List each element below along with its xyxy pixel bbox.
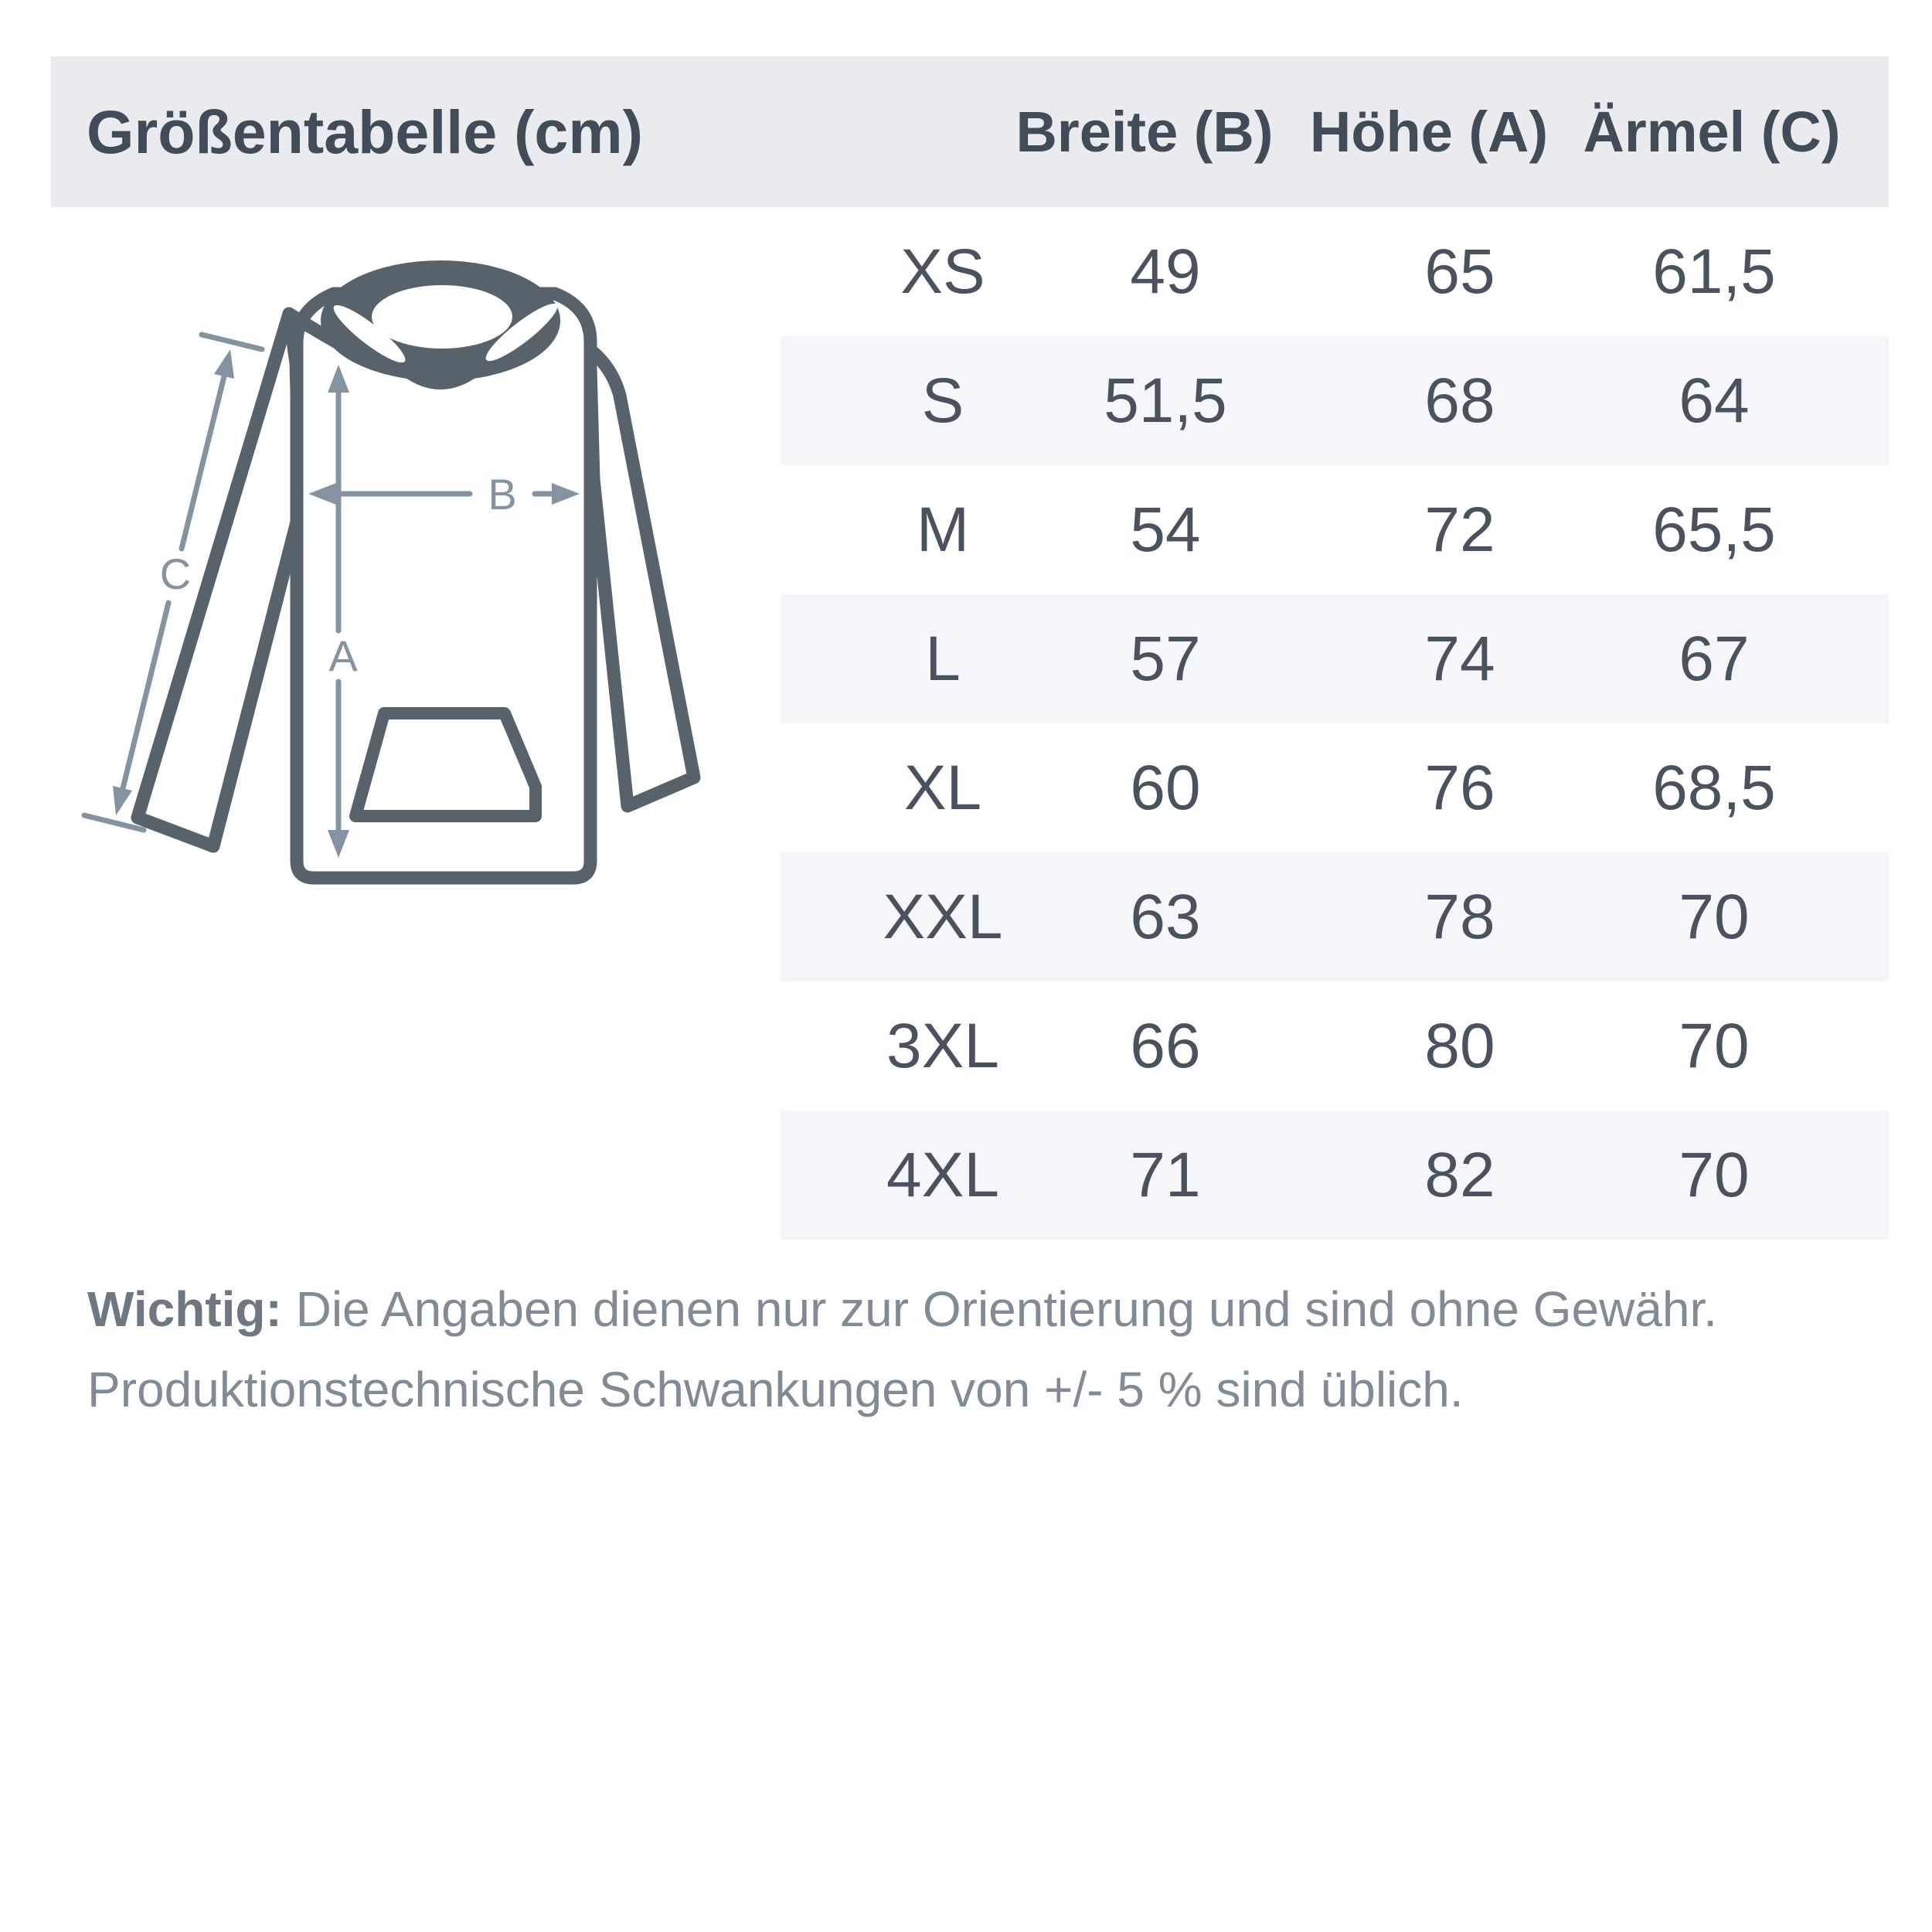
breite-value-cell: 54 (1130, 495, 1201, 565)
size-label-cell: 4XL (886, 1140, 999, 1210)
label-c: C (159, 549, 192, 598)
hoodie-measurement-diagram (62, 216, 796, 896)
footer-important-label: Wichtig: (87, 1281, 282, 1337)
aermel-value-cell: 67 (1679, 624, 1750, 694)
footer-line-1 (87, 1269, 1849, 1349)
size-label-cell: 3XL (886, 1011, 999, 1081)
breite-value-cell: 51,5 (1104, 366, 1227, 436)
breite-value-cell: 66 (1130, 1011, 1201, 1081)
aermel-value-cell: 70 (1679, 882, 1750, 952)
hoehe-value-cell: 65 (1424, 236, 1495, 307)
hoehe-value-cell: 76 (1424, 753, 1495, 823)
hoehe-value-cell: 80 (1424, 1011, 1495, 1081)
footer-line-2-text: Produktionstechnische Schwankungen von +/- 5 % sind üblich. (87, 1362, 1464, 1417)
hoodie-pocket (355, 713, 536, 816)
breite-value-cell: 71 (1130, 1140, 1201, 1210)
hoehe-value-cell: 78 (1424, 882, 1495, 952)
size-label-cell: S (921, 366, 964, 436)
hoehe-value-cell: 68 (1424, 366, 1495, 436)
table-header-bar (51, 56, 1889, 207)
breite-value-cell: 49 (1130, 236, 1201, 307)
breite-value-cell: 57 (1130, 624, 1201, 694)
aermel-value-cell: 70 (1679, 1011, 1750, 1081)
label-a: A (328, 631, 358, 680)
aermel-value-cell: 64 (1679, 366, 1750, 436)
column-header-hoehe: Höhe (A) (1309, 100, 1549, 164)
size-label-cell: XXL (883, 882, 1003, 952)
aermel-value-cell: 70 (1679, 1140, 1750, 1210)
column-header-aermel: Ärmel (C) (1583, 100, 1841, 164)
table-row (51, 1111, 1889, 1240)
size-label-cell: L (925, 624, 961, 694)
aermel-value-cell: 65,5 (1652, 495, 1776, 565)
aermel-value-cell: 61,5 (1652, 236, 1776, 307)
label-b: B (488, 470, 517, 519)
table-row (51, 981, 1889, 1111)
size-label-cell: XL (903, 753, 982, 823)
column-header-breite: Breite (B) (1015, 100, 1274, 164)
footer-line-2 (87, 1349, 1849, 1430)
breite-value-cell: 60 (1130, 753, 1201, 823)
hoehe-value-cell: 82 (1424, 1140, 1495, 1210)
breite-value-cell: 63 (1130, 882, 1201, 952)
size-label-cell: XS (900, 236, 985, 307)
hoehe-value-cell: 74 (1424, 624, 1495, 694)
hoehe-value-cell: 72 (1424, 495, 1495, 565)
footer-line-1-text: Die Angaben dienen nur zur Orientierung und sind ohne Gewähr. (295, 1281, 1718, 1337)
footer-note (87, 1269, 1849, 1430)
page-title: Größentabelle (cm) (87, 97, 643, 166)
size-label-cell: M (916, 495, 970, 565)
aermel-value-cell: 68,5 (1652, 753, 1776, 823)
